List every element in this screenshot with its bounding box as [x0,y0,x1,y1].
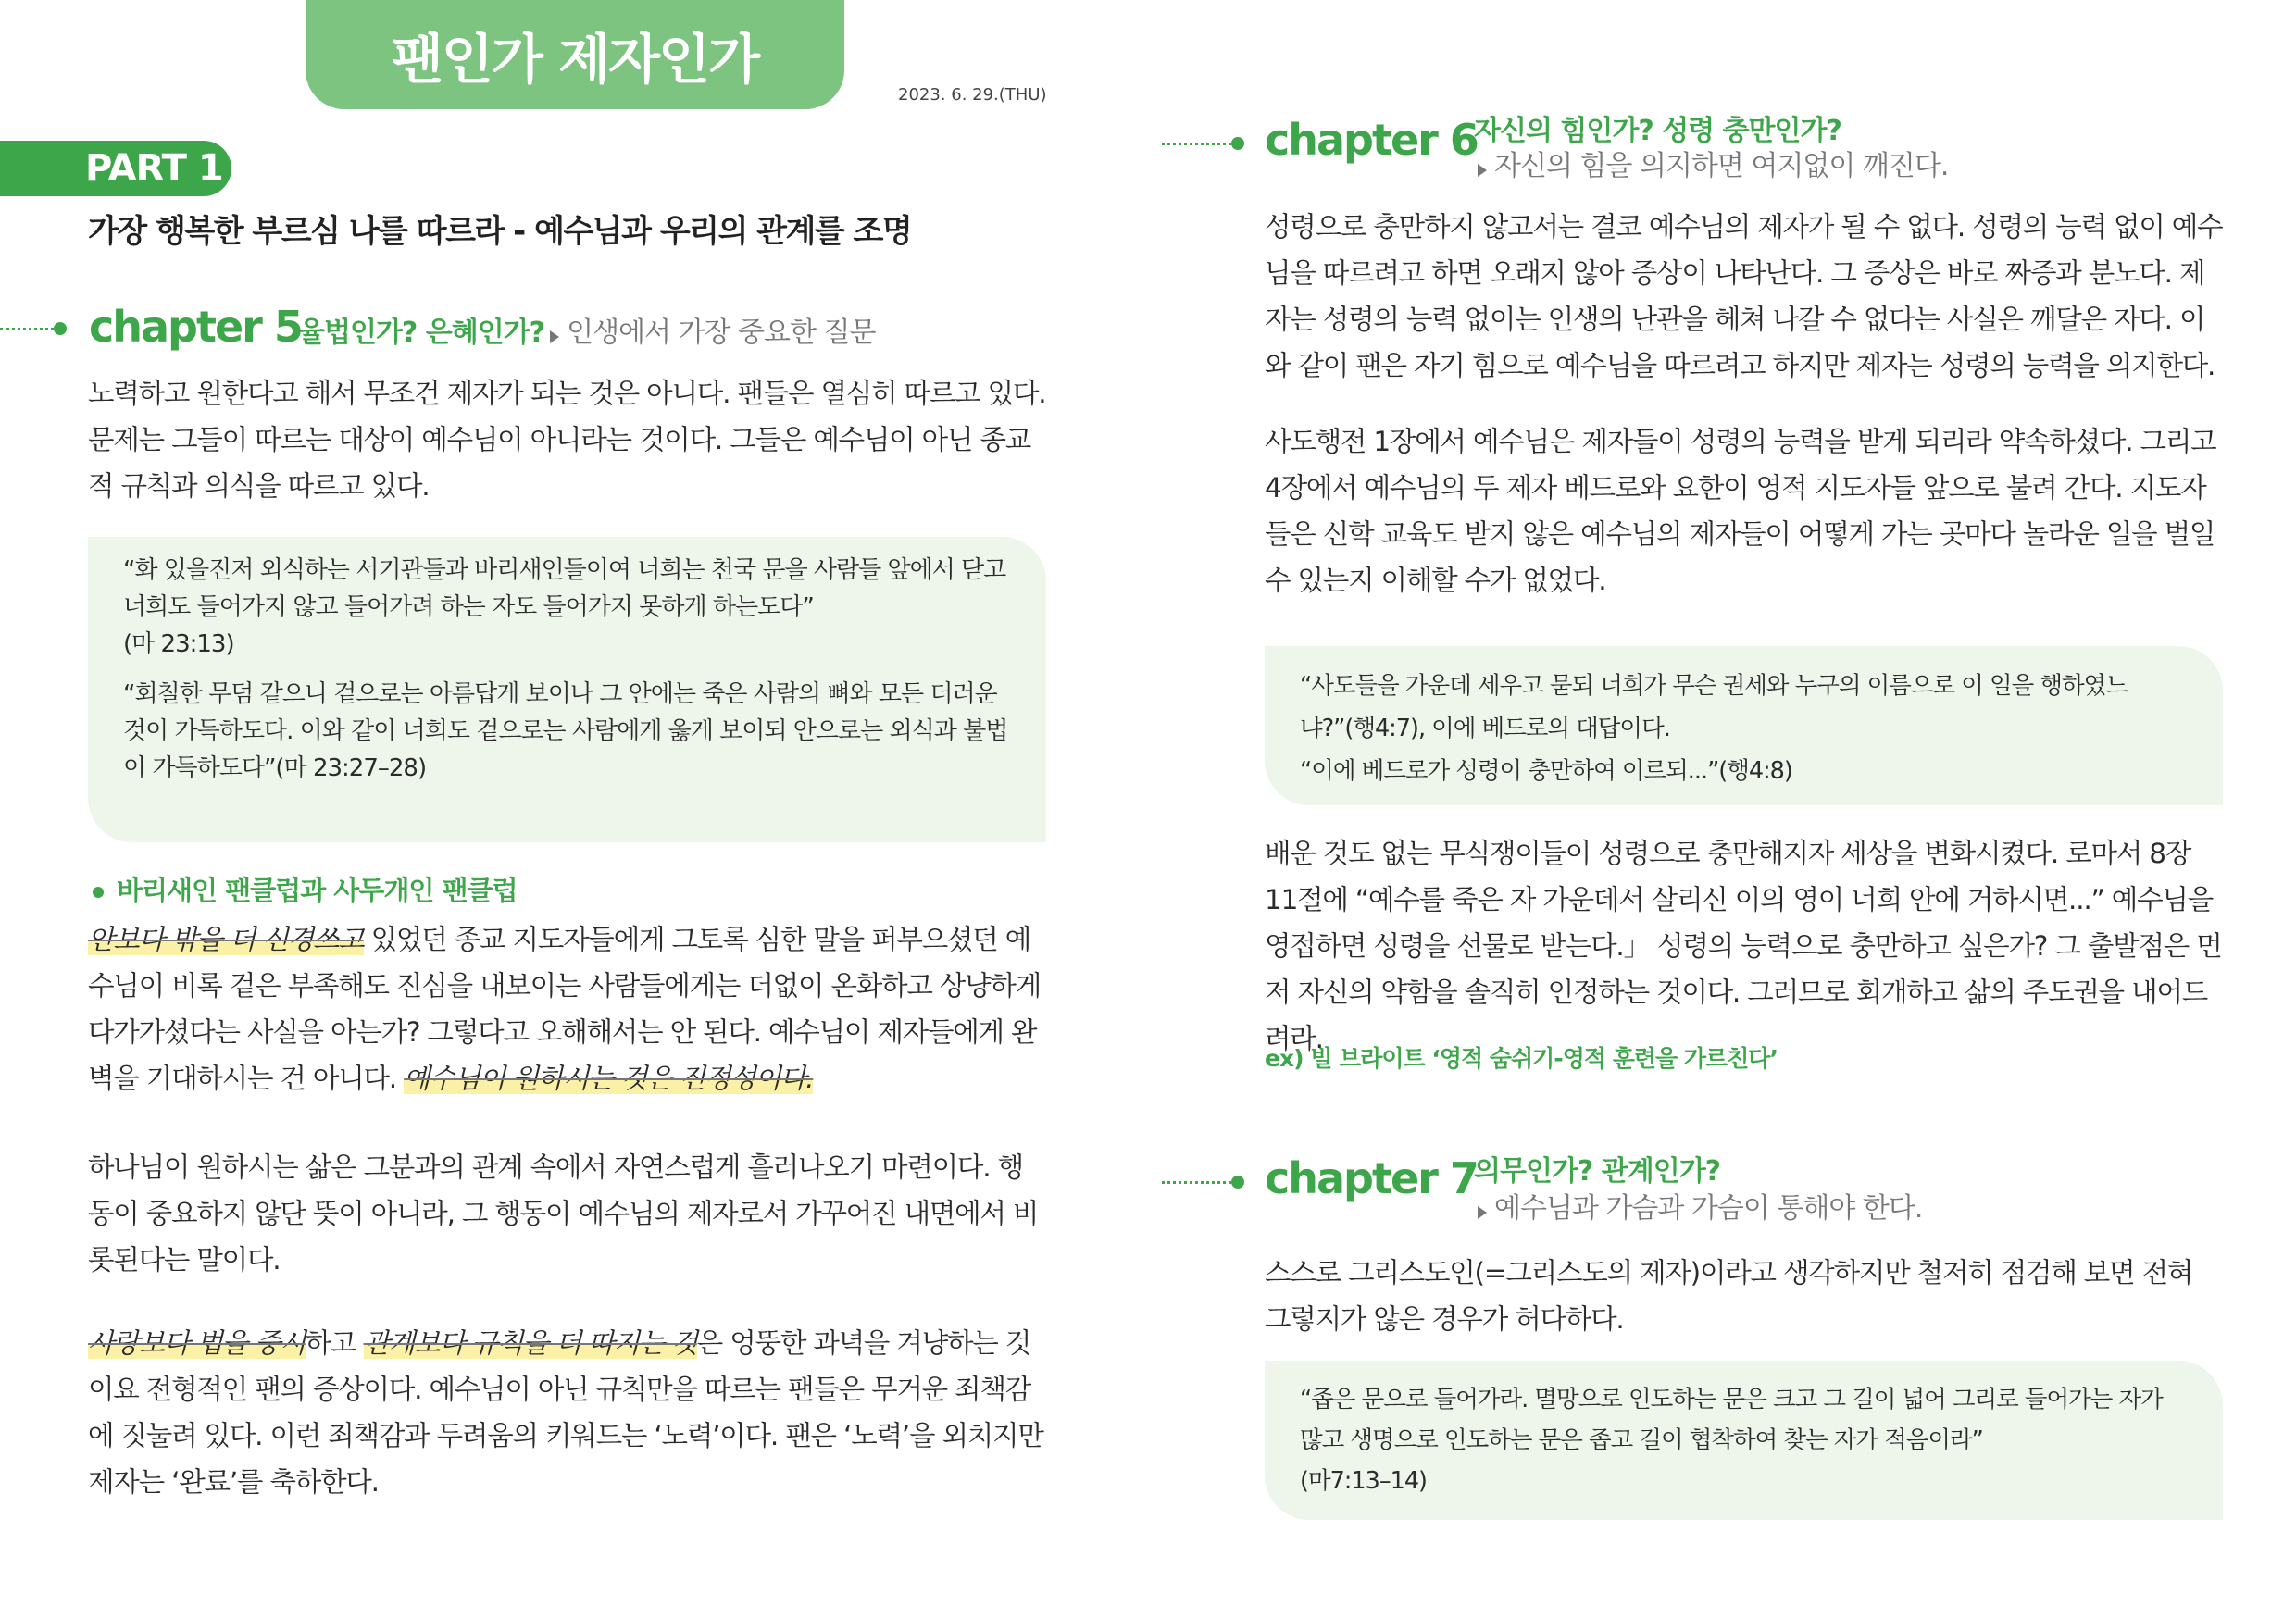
chapter7-dotted-leader [1162,1181,1231,1184]
chapter5-quote-1-ref: (마 23:13) [123,630,234,658]
chapter6-paragraph-3: 배운 것도 없는 무식쟁이들이 성령으로 충만해지자 세상을 변화시켰다. 로마서 8장 11절에 “예수를 죽은 자 가운데서 살리신 이의 영이 너희 안에 거하시면...” 예수님을 영접하면 성령을 선물로 받는다.」 성령의 능력으로 충만하고 싶은가? 그 출발점은 먼저 자신의 약함을 솔직히 인정하는 것이다. 그러므로 회개하고 삶의 주도권을 내어드려라. [1265,838,2222,1054]
triangle-icon [550,330,559,343]
triangle-icon [1478,1206,1487,1219]
chapter7-question: 의무인가? 관계인가? [1474,1155,1721,1188]
chapter6-question: 자신의 힘인가? 성령 충만인가? [1474,115,1841,147]
chapter5-dot [54,322,67,335]
part-badge: PART 1 [0,141,231,196]
chapter5-subtitle: 인생에서 가장 중요한 질문 [567,317,876,349]
chapter5-quote-2: “회칠한 무덤 같으니 겉으로는 아름답게 보이나 그 안에는 죽은 사람의 뼈와 모든 더러운 것이 가득하도다. 이와 같이 너희도 겉으로는 사람에게 옳게 보이되 안으로는 외식과 불법이 가득하도다”(마 23:27–28) [123,680,1008,782]
date-label: 2023. 6. 29.(THU) [898,85,1047,105]
chapter5-paragraph-2 [88,916,1046,1101]
chapter5-question: 율법인가? 은혜인가? [298,317,545,349]
chapter7-dot [1231,1176,1244,1189]
chapter5-quote-1: “화 있을진저 외식하는 서기관들과 바리새인들이여 너희는 천국 문을 사람들 앞에서 닫고 너희도 들어가지 않고 들어가려 하는 자도 들어가지 못하게 하는도다” [123,556,1006,621]
paragraph-text: 하고 [305,1327,364,1359]
bullet-heading-text: 바리새인 팬클럽과 사두개인 팬클럽 [117,875,518,906]
bullet-dot-icon [93,887,104,898]
document-title: 팬인가 제자인가 [306,0,844,109]
chapter7-paragraph-1: 스스로 그리스도인(=그리스도의 제자)이라고 생각하지만 철저히 점검해 보면 전혀 그렇지가 않은 경우가 허다하다. [1265,1257,2193,1335]
chapter6-quote-2: “이에 베드로가 성령이 충만하여 이르되...”(행4:8) [1300,757,1792,785]
chapter6-paragraph-2: 사도행전 1장에서 예수님은 제자들이 성령의 능력을 받게 되리라 약속하셨다. 그리고 4장에서 예수님의 두 제자 베드로와 요한이 영적 지도자들 앞으로 불려 간다. 지도자들은 신학 교육도 받지 않은 예수님의 제자들이 어떻게 가는 곳마다 놀라운 일을 벌일 수 있는지 이해할 수가 없었다. [1265,426,2216,596]
chapter6-dotted-leader [1162,143,1231,145]
chapter5-label: chapter 5 [89,302,302,352]
chapter5-heading [298,309,875,350]
chapter7-quote-1-ref: (마7:13–14) [1300,1467,1427,1495]
chapter6-quote-1: “사도들을 가운데 세우고 묻되 너희가 무슨 권세와 누구의 이름으로 이 일을 행하였느냐?”(행4:7), 이에 베드로의 대답이다. [1300,672,2128,742]
part-subtitle: 가장 행복한 부르심 나를 따르라 - 예수님과 우리의 관계를 조명 [88,213,912,250]
highlight-phrase: 예수님이 원하시는 것은 진정성이다. [404,1063,814,1094]
chapter7-subtitle-row [1474,1185,1922,1226]
chapter5-paragraph-3: 하나님이 원하시는 삶은 그분과의 관계 속에서 자연스럽게 흘러나오기 마련이다. 행동이 중요하지 않단 뜻이 아니라, 그 행동이 예수님의 제자로서 가꾸어진 내면에서 비롯된다는 말이다. [88,1151,1039,1276]
chapter7-quote-box [1265,1361,2223,1520]
chapter6-paragraph-1: 성령으로 충만하지 않고서는 결코 예수님의 제자가 될 수 없다. 성령의 능력 없이 예수님을 따르려고 하면 오래지 않아 증상이 나타난다. 그 증상은 바로 짜증과 분노다. 제자는 성령의 능력 없이는 인생의 난관을 헤쳐 나갈 수 없다는 사실은 깨달은 자다. 이와 같이 팬은 자기 힘으로 예수님을 따르려고 하지만 제자는 성령의 능력을 의지한다. [1265,211,2223,381]
highlight-phrase: 안보다 밖을 더 신경쓰고 [88,924,364,955]
chapter7-quote-1: “좁은 문으로 들어가라. 멸망으로 인도하는 문은 크고 그 길이 넓어 그리로 들어가는 자가 많고 생명으로 인도하는 문은 좁고 길이 협착하여 찾는 자가 적음이라” [1300,1386,2163,1454]
chapter6-quote-box [1265,646,2223,805]
chapter7-subtitle: 예수님과 가슴과 가슴이 통해야 한다. [1494,1192,1923,1225]
chapter6-subtitle-row [1474,143,1948,183]
highlight-phrase: 사랑보다 법을 중시 [88,1327,306,1359]
chapter6-dot [1231,137,1244,150]
chapter5-quote-box [88,537,1046,842]
paragraph-text: 은 엉뚱한 과녁을 겨냥하는 것이요 전형적인 팬의 증상이다. 예수님이 아닌 규칙만을 따르는 팬들은 무거운 죄책감에 짓눌려 있다. 이런 죄책감과 두려움의 키워드는 ‘노력’이다. 팬은 ‘노력’을 외치지만 제자는 ‘완료’를 축하한다. [88,1327,1043,1498]
chapter6-subtitle: 자신의 힘을 의지하면 여지없이 깨진다. [1494,150,1949,182]
chapter6-example: ex) 빌 브라이트 ‘영적 숨쉬기-영적 훈련을 가르친다’ [1265,1045,1778,1072]
chapter6-label: chapter 6 [1265,115,1478,165]
triangle-icon [1478,164,1487,177]
highlight-phrase: 관계보다 규칙을 더 따지는 것 [363,1327,697,1359]
chapter5-paragraph-4 [88,1320,1046,1505]
chapter7-label: chapter 7 [1265,1153,1478,1203]
chapter5-paragraph-1: 노력하고 원한다고 해서 무조건 제자가 되는 것은 아니다. 팬들은 열심히 따르고 있다. 문제는 그들이 따르는 대상이 예수님이 아니라는 것이다. 그들은 예수님이 아닌 종교적 규칙과 의식을 따르고 있다. [88,378,1046,502]
chapter5-dotted-leader [0,328,54,330]
chapter5-bullet-heading [93,870,518,908]
paragraph-text: 있었던 종교 지도자들에게 그토록 심한 말을 퍼부으셨던 예수님이 비록 겉은 부족해도 진심을 내보이는 사람들에게는 더없이 온화하고 상냥하게 다가가셨다는 사실을 아는가? 그렇다고 오해해서는 안 된다. 예수님이 제자들에게 완벽을 기대하시는 건 아니다. [88,924,1041,1094]
